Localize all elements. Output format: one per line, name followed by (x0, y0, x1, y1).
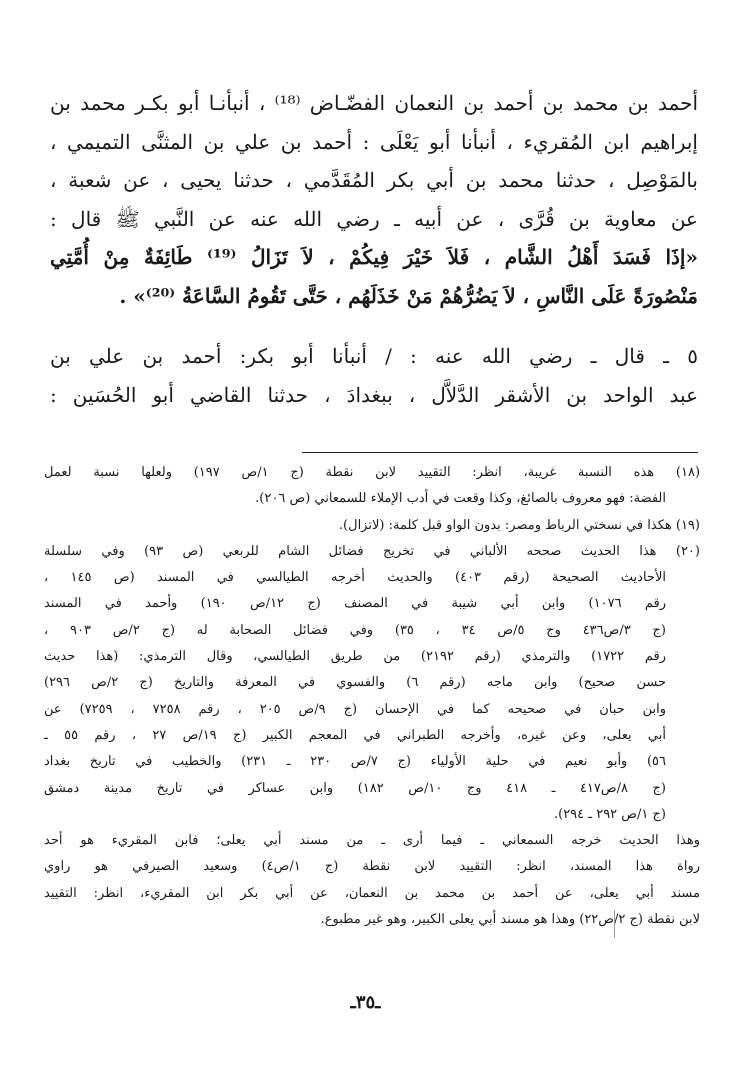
footnote-line: مسند أبي يعلى، عن أحمد بن محمد بن النعمان، عن أبي بكر ابن المقريء، انظر: التقييد (44, 885, 700, 901)
paragraph-gap (50, 315, 698, 337)
hadith-line: مَنْصُورَةً عَلَى النَّاسِ ، لاَ يَضُرُّهُمْ مَنْ خَذَلَهُم ، حَتَّى تَقُومُ السَّاعَةُ ⁽²⁰⁾» . (119, 283, 698, 308)
footnote-line: (ج ٣/ص٤٣٦ وج ٥/ص ٣٤ ، ٣٥) وفي فضائل الصحابة له (ج ٢/ص ٩٠٣ ، (44, 622, 666, 638)
margin-mark (614, 910, 615, 938)
footnote-line: حسن صحيح) وابن ماجه (رقم ٦) والفسوي في المعرفة والتاريخ (ج ٢/ص ٢٩٦) (44, 675, 666, 691)
hadith-line: «إذَا فَسَدَ أَهْلُ الشَّام ، فَلاَ خَيْرَ فِيكُمْ ، لاَ تَزَالُ ⁽¹⁹⁾ طَائِفَةٌ مِنْ أُمَّتِي (50, 245, 698, 269)
text-line: ٥ ـ قال ـ رضي الله عنه : / أنبأنا أبو بكر: أحمد بن علي بن (50, 344, 698, 368)
footnote-line: رقم ١٠٧٦) وابن أبي شيبة في المصنف (ج ١٢/ص ١٩٠) وأحمد في المسند (44, 596, 667, 612)
main-text (50, 84, 698, 414)
footnote-line: (٢٠) هذا الحديث صححه الألباني في تخريج فضائل الشام للربعي (ص ٩٣) وفي سلسلة (44, 543, 700, 559)
footnote-line: رقم ١٧٢٢) والترمذي (رقم ٢١٩٢) من طريق الطيالسي، وقال الترمذي: (هذا حديث (44, 649, 666, 665)
text-line: عبد الواحد بن الأشقر الدَّلاَّل ، ببغدادَ ، حدثنا القاضي أبو الحُسَين : (50, 382, 698, 407)
footnote-line: (١٨) هذه النسبة غريبة، انظر: التقييد لابن نقطة (ج ١/ص ١٩٧) ولعلها نسبة لعمل (44, 465, 701, 480)
footnote-line: الأحاديث الصحيحة (رقم ٤٠٣) والحديث أخرجه الطيالسي في المسند (ص ١٤٥ ، (44, 570, 666, 586)
footnote-line: (ج ١/ص ٢٩٢ ـ ٢٩٤). (553, 806, 666, 822)
footnote-line: (١٩) هكذا في نسختي الرباط ومصر: بدون الواو قبل كلمة: (لاتزال). (338, 517, 700, 533)
footnotes (44, 460, 700, 933)
footnote-line: (ج ٨/ص٤١٧ ـ ٤١٨ وج ١٠/ص ١٨٢) وابن عساكر في تاريخ مدينة دمشق (44, 780, 667, 796)
footnote-line: الفضة: فهو معروف بالصائغ، وكذا وقعت في أدب الإملاء للسمعاني (ص ٢٠٦). (255, 491, 666, 507)
footnote-line: ٥٦) وأبو نعيم في حلية الأولياء (ج ٧/ص ٢٣٠ ـ ٢٣١) والخطيب في تاريخ بغداد (44, 754, 666, 770)
footnote-line: وهذا الحديث خرجه السمعاني ـ فيما أرى ـ من مسند أبي يعلى؛ فابن المقريء هو أحد (44, 833, 700, 849)
text-line: عن معاوية بن قُرَّى ، عن أبيه ـ رضي الله عنه عن النَّبي ﷺ قال : (50, 206, 698, 231)
footnote-line: رواة هذا المسند، انظر: التقييد لابن نقطة (ج ١/ص٤) وسعيد الصيرفي هو راوي (44, 859, 700, 875)
footnote-line: لابن نقطة (ج ٢/ص٢٢) وهذا هو مسند أبي يعلى الكبير، وهو غير مطبوع. (320, 912, 700, 928)
footnote-separator (302, 452, 698, 453)
page-number: ـ٣٥ـ (350, 992, 381, 1013)
text-line: بالمَوْصِل ، حدثنا محمد بن أبي بكر المُقَدَّمي ، حدثنا يحيى ، عن شعبة ، (50, 168, 698, 192)
footnote-line: أبي يعلى، وعن غيره، وأخرجه الطبراني في المعجم الكبير (ج ١٩/ص ٢٧ ، رقم ٥٥ ـ (44, 727, 666, 743)
text-line: أحمد بن محمد بن أحمد بن النعمان الفضّـاض ⁽¹⁸⁾ ، أنبأنـا أبو بكـر محمد بن (50, 91, 698, 115)
footnote-line: وابن حبان في صحيحه كما في الإحسان (ج ٩/ص ٢٠٥ ، رقم ٧٢٥٨ ، ٧٢٥٩) عن (44, 701, 667, 717)
text-line: إبراهيم ابن المُقريء ، أنبأنا أبو يَعْلَى : أحمد بن علي بن المثنَّى التميمي ، (50, 129, 698, 154)
